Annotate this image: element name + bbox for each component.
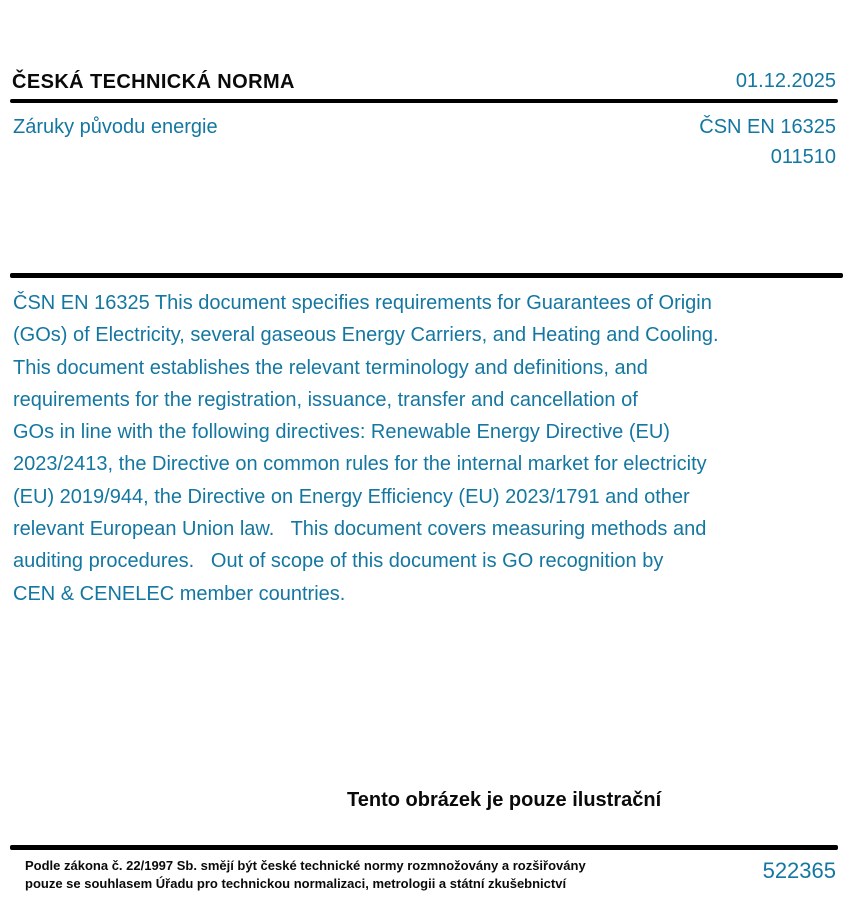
legal-notice [25,857,586,893]
abstract-text [13,287,813,610]
issue-date: 01.12.2025 [735,70,836,92]
abstract-divider [10,273,843,278]
legal-notice-line: Podle zákona č. 22/1997 Sb. smějí být české technické normy rozmnožovány a rozšiřovány [25,858,586,873]
order-number: 522365 [762,858,836,883]
header-divider [10,99,838,103]
illustration-caption: Tento obrázek je pouze ilustrační [347,789,662,811]
abstract-line: 2023/2413, the Directive on common rules for the internal market for electricity [13,453,707,476]
page-title: ČESKÁ TECHNICKÁ NORMA [12,71,295,93]
abstract-line: This document establishes the relevant terminology and definitions, and [13,356,648,379]
class-code: 011510 [770,146,836,168]
document-subject: Záruky původu energie [13,116,218,138]
legal-notice-line: pouze se souhlasem Úřadu pro technickou normalizaci, metrologii a státní zkušebnictví [25,876,567,891]
standard-code: ČSN EN 16325 [699,116,836,138]
abstract-line: (EU) 2019/944, the Directive on Energy Efficiency (EU) 2023/1791 and other [13,485,690,508]
footer-divider [10,845,838,850]
abstract-line: relevant European Union law. This document covers measuring methods and [13,518,707,541]
abstract-line: ČSN EN 16325 This document specifies requirements for Guarantees of Origin [13,292,712,314]
abstract-line: auditing procedures. Out of scope of this document is GO recognition by [13,550,664,573]
abstract-line: GOs in line with the following directives: Renewable Energy Directive (EU) [13,421,670,444]
abstract-line: CEN & CENELEC member countries. [13,582,346,605]
abstract-line: (GOs) of Electricity, several gaseous Energy Carriers, and Heating and Cooling. [13,324,719,347]
abstract-line: requirements for the registration, issuance, transfer and cancellation of [13,388,638,411]
